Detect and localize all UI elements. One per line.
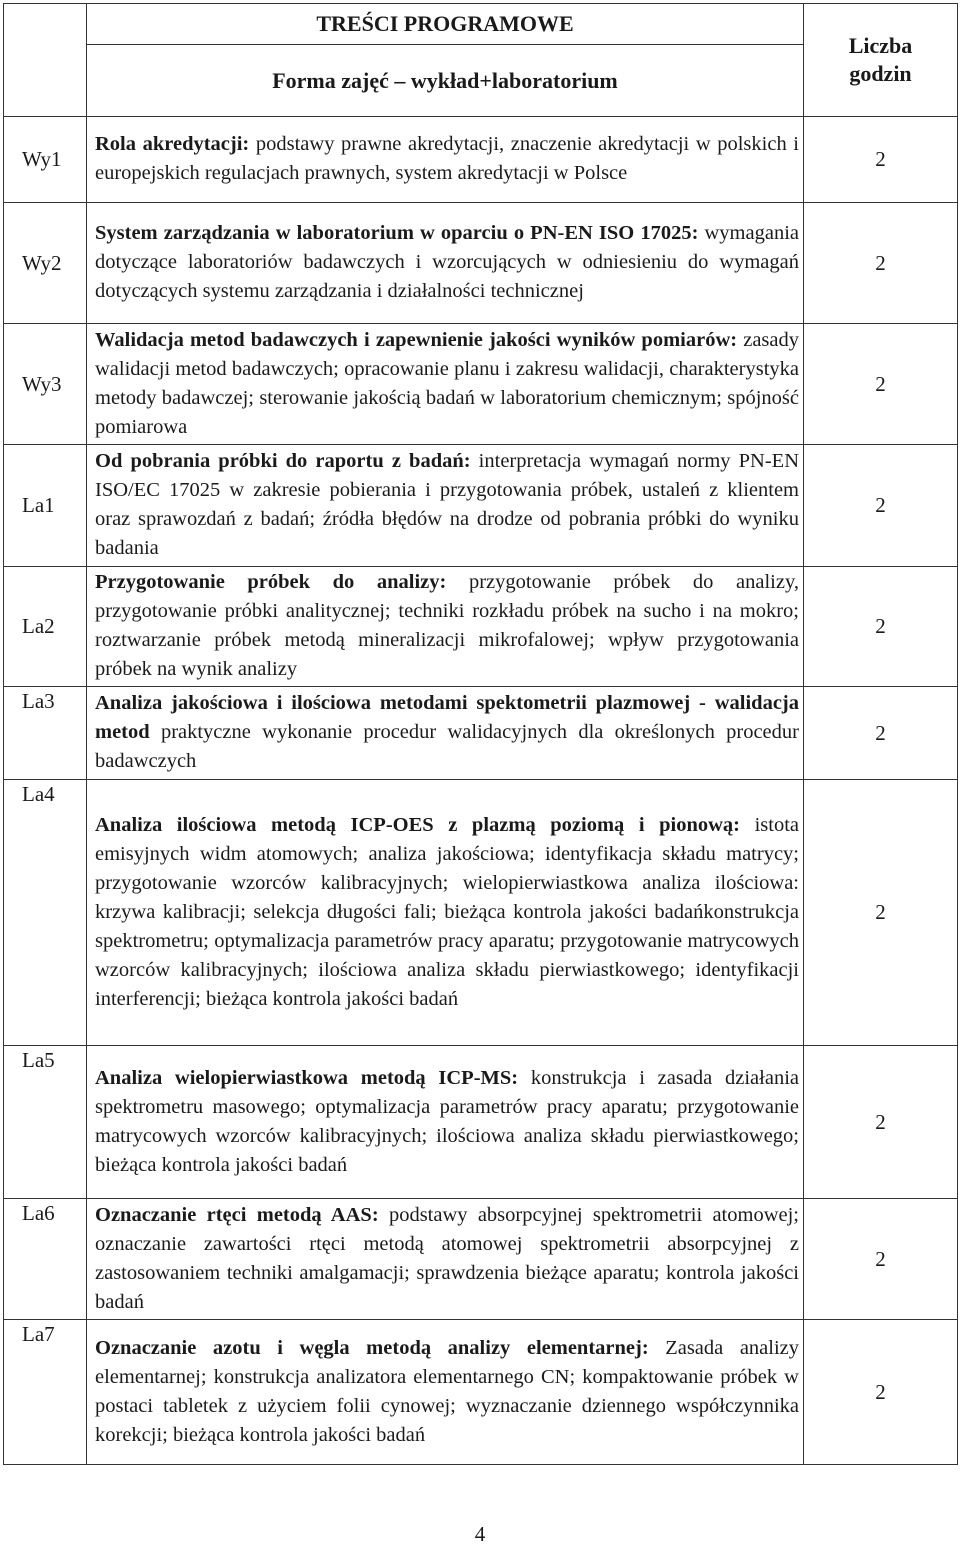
row-hours: 2 [804,445,958,567]
table-row [4,324,958,445]
row-code: La5 [4,1046,87,1199]
page-number: 4 [474,1522,486,1546]
row-details: Zasada analizy elementarnej; konstrukcja analizatora elementarnego CN; kompaktowanie próbek w postaci tabletek z użyciem folii cynowej; wyznaczanie dziennego współczynnika korekcji; bieżąca kontrola jakości badań [95,1336,800,1446]
table-row [4,780,958,1046]
row-hours: 2 [804,117,958,203]
table-row [4,567,958,687]
row-code: La1 [4,445,87,567]
row-topic: Oznaczanie azotu i węgla metodą analizy elementarnej: [95,1336,649,1359]
row-description [87,117,804,203]
row-topic: Walidacja metod badawczych i zapewnienie jakości wyników pomiarów: [95,328,738,351]
row-hours: 2 [804,687,958,780]
table-row [4,445,958,567]
row-hours: 2 [804,203,958,324]
row-description [87,1199,804,1320]
row-topic: Przygotowanie próbek do analizy: [95,571,447,593]
table-row [4,1320,958,1465]
row-code: Wy3 [4,324,87,445]
table-row [4,1046,958,1199]
row-details: interpretacja wymagań normy PN-EN ISO/EC 17025 w zakresie pobierania i przygotowania próbek, ustaleń z klientem oraz sprawozdań z badań; źródła błędów na drodze od pobrania próbki do wyniku badania [95,450,799,559]
code-header-cell [4,4,87,117]
table-row [4,117,958,203]
row-code: Wy2 [4,203,87,324]
table-row [4,687,958,780]
row-description [87,445,804,567]
row-description [87,687,804,780]
table-title: TREŚCI PROGRAMOWE [87,4,804,45]
row-details: przygotowanie próbek do analizy, przygotowanie próbki analitycznej; techniki rozkładu próbek na sucho i na mokro; roztwarzanie próbek metodą mineralizacji mikrofalowej; wpływ przygotowania próbek na wynik analizy [95,571,799,680]
row-description [87,780,804,1046]
hours-header-line-2: godzin [849,61,912,86]
row-details: istota emisyjnych widm atomowych; analiza jakościowa; identyfikacja składu matrycy; przygotowanie wzorców kalibracyjnych; wielopierwiastkowa analiza ilościowa: krzywa kalibracji; selekcja długości fali; bieżąca kontrola jakości badańkonstrukcja spektrometru; optymalizacja parametrów pracy aparatu; przygotowanie matrycowych wzorców kalibracyjnych; ilościowa analiza składu pierwiastkowego; identyfikacji interferencji; bieżąca kontrola jakości badań [95,813,800,1010]
row-details: konstrukcja i zasada działania spektrometru masowego; optymalizacja parametrów pracy aparatu; przygotowanie matrycowych wzorców kalibracyjnych; ilościowa analiza składu pierwiastkowego; bieżąca kontrola jakości badań [95,1066,799,1176]
hours-header-line-1: Liczba [848,33,913,58]
class-form-header: Forma zajęć – wykład+laboratorium [87,45,804,117]
row-details: zasady walidacji metod badawczych; opracowanie planu i zakresu walidacji, charakterystyka metody badawczej; sterowanie jakością badań w laboratorium chemicznym; spójność pomiarowa [95,328,799,438]
row-hours: 2 [804,1199,958,1320]
row-code: Wy1 [4,117,87,203]
row-description [87,1046,804,1199]
row-description [87,203,804,324]
table-row [4,203,958,324]
row-details: wymagania dotyczące laboratoriów badawczych i wzorcujących w odniesieniu do wymagań dotyczących systemu zarządzania i działalności technicznej [95,222,799,302]
row-hours: 2 [804,567,958,687]
row-description [87,1320,804,1465]
row-code: La4 [4,780,87,1046]
row-code: La6 [4,1199,87,1320]
row-topic: System zarządzania w laboratorium w oparciu o PN-EN ISO 17025: [95,222,699,244]
row-code: La7 [4,1320,87,1465]
table-row [4,1199,958,1320]
row-topic: Oznaczanie rtęci metodą AAS: [95,1203,379,1226]
row-topic: Od pobrania próbki do raportu z badań: [95,450,471,472]
row-code: La2 [4,567,87,687]
row-description [87,567,804,687]
row-hours: 2 [804,324,958,445]
hours-header [804,4,958,117]
row-details: podstawy absorpcyjnej spektrometrii atomowej; oznaczanie zawartości rtęci metodą atomowej spektrometrii absorpcyjnej z zastosowaniem techniki amalgamacji; sprawdzenia bieżące aparatu; kontrola jakości badań [95,1203,799,1313]
row-description [87,324,804,445]
row-topic: Analiza ilościowa metodą ICP-OES z plazmą poziomą i pionową: [95,813,741,836]
row-code: La3 [4,687,87,780]
row-details: podstawy prawne akredytacji, znaczenie akredytacji w polskich i europejskich regulacjach prawnych, system akredytacji w Polsce [95,133,800,184]
row-hours: 2 [804,1046,958,1199]
row-topic: Analiza jakościowa i ilościowa metodami spektometrii plazmowej - walidacja metod [95,692,799,743]
row-details: praktyczne wykonanie procedur walidacyjnych dla określonych procedur badawczych [95,721,799,772]
row-hours: 2 [804,780,958,1046]
row-hours: 2 [804,1320,958,1465]
row-topic: Rola akredytacji: [95,133,250,155]
row-topic: Analiza wielopierwiastkowa metodą ICP-MS: [95,1066,519,1089]
program-content-table [3,3,958,1465]
